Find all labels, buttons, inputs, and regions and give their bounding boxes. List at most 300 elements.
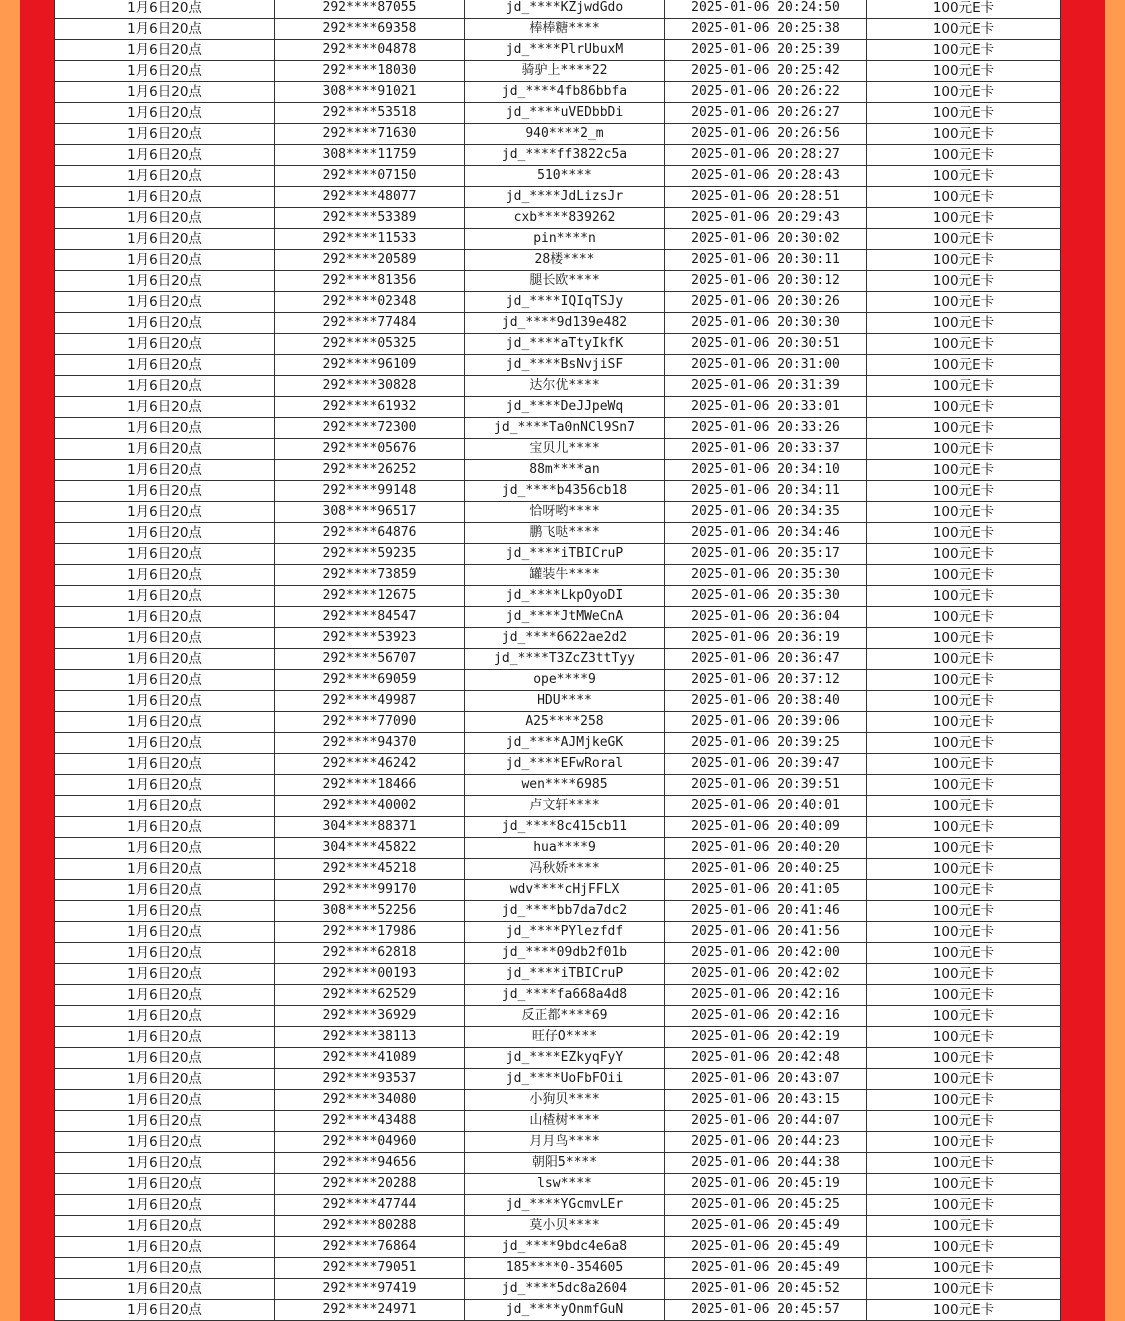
- username-cell: 940****2_m: [465, 124, 665, 145]
- table-row: [55, 271, 1061, 292]
- prize-cell: 100元E卡: [867, 502, 1061, 523]
- session-cell: 1月6日20点: [55, 292, 275, 313]
- account-cell: 292****77484: [275, 313, 465, 334]
- username-cell: jd_****6622ae2d2: [465, 628, 665, 649]
- session-cell: 1月6日20点: [55, 1006, 275, 1027]
- prize-cell: 100元E卡: [867, 1069, 1061, 1090]
- username-cell: 宝贝儿****: [465, 439, 665, 460]
- table-row: [55, 586, 1061, 607]
- session-cell: 1月6日20点: [55, 376, 275, 397]
- account-cell: 292****05676: [275, 439, 465, 460]
- username-cell: 达尔优****: [465, 376, 665, 397]
- prize-cell: 100元E卡: [867, 292, 1061, 313]
- username-cell: jd_****KZjwdGdo: [465, 0, 665, 19]
- timestamp-cell: 2025-01-06 20:41:46: [665, 901, 867, 922]
- session-cell: 1月6日20点: [55, 796, 275, 817]
- prize-cell: 100元E卡: [867, 796, 1061, 817]
- timestamp-cell: 2025-01-06 20:39:47: [665, 754, 867, 775]
- session-cell: 1月6日20点: [55, 1111, 275, 1132]
- table-row: [55, 1174, 1061, 1195]
- prize-cell: 100元E卡: [867, 1111, 1061, 1132]
- account-cell: 292****71630: [275, 124, 465, 145]
- prize-cell: 100元E卡: [867, 124, 1061, 145]
- session-cell: 1月6日20点: [55, 544, 275, 565]
- account-cell: 292****84547: [275, 607, 465, 628]
- username-cell: jd_****ff3822c5a: [465, 145, 665, 166]
- account-cell: 292****96109: [275, 355, 465, 376]
- prize-cell: 100元E卡: [867, 880, 1061, 901]
- timestamp-cell: 2025-01-06 20:30:26: [665, 292, 867, 313]
- username-cell: A25****258: [465, 712, 665, 733]
- session-cell: 1月6日20点: [55, 943, 275, 964]
- username-cell: jd_****Ta0nNCl9Sn7: [465, 418, 665, 439]
- timestamp-cell: 2025-01-06 20:33:37: [665, 439, 867, 460]
- table-row: [55, 292, 1061, 313]
- session-cell: 1月6日20点: [55, 397, 275, 418]
- timestamp-cell: 2025-01-06 20:24:50: [665, 0, 867, 19]
- account-cell: 292****18030: [275, 61, 465, 82]
- account-cell: 304****45822: [275, 838, 465, 859]
- table-row: [55, 544, 1061, 565]
- session-cell: 1月6日20点: [55, 838, 275, 859]
- session-cell: 1月6日20点: [55, 481, 275, 502]
- timestamp-cell: 2025-01-06 20:44:23: [665, 1132, 867, 1153]
- prize-cell: 100元E卡: [867, 565, 1061, 586]
- username-cell: jd_****9bdc4e6a8: [465, 1237, 665, 1258]
- session-cell: 1月6日20点: [55, 880, 275, 901]
- account-cell: 292****04878: [275, 40, 465, 61]
- username-cell: jd_****YGcmvLEr: [465, 1195, 665, 1216]
- username-cell: 反正都****69: [465, 1006, 665, 1027]
- session-cell: 1月6日20点: [55, 964, 275, 985]
- prize-cell: 100元E卡: [867, 250, 1061, 271]
- account-cell: 292****97419: [275, 1279, 465, 1300]
- timestamp-cell: 2025-01-06 20:36:47: [665, 649, 867, 670]
- prize-cell: 100元E卡: [867, 733, 1061, 754]
- session-cell: 1月6日20点: [55, 1027, 275, 1048]
- timestamp-cell: 2025-01-06 20:29:43: [665, 208, 867, 229]
- username-cell: jd_****fa668a4d8: [465, 985, 665, 1006]
- winner-list-sheet: [54, 0, 1060, 1321]
- session-cell: 1月6日20点: [55, 775, 275, 796]
- prize-cell: 100元E卡: [867, 1090, 1061, 1111]
- timestamp-cell: 2025-01-06 20:31:00: [665, 355, 867, 376]
- timestamp-cell: 2025-01-06 20:37:12: [665, 670, 867, 691]
- session-cell: 1月6日20点: [55, 124, 275, 145]
- account-cell: 292****73859: [275, 565, 465, 586]
- timestamp-cell: 2025-01-06 20:44:07: [665, 1111, 867, 1132]
- table-row: [55, 460, 1061, 481]
- session-cell: 1月6日20点: [55, 1300, 275, 1321]
- username-cell: jd_****aTtyIkfK: [465, 334, 665, 355]
- table-row: [55, 1258, 1061, 1279]
- username-cell: 28楼****: [465, 250, 665, 271]
- prize-cell: 100元E卡: [867, 544, 1061, 565]
- prize-cell: 100元E卡: [867, 1195, 1061, 1216]
- prize-cell: 100元E卡: [867, 586, 1061, 607]
- table-row: [55, 1090, 1061, 1111]
- table-row: [55, 607, 1061, 628]
- session-cell: 1月6日20点: [55, 40, 275, 61]
- table-row: [55, 1153, 1061, 1174]
- account-cell: 292****99170: [275, 880, 465, 901]
- session-cell: 1月6日20点: [55, 1258, 275, 1279]
- table-row: [55, 1111, 1061, 1132]
- prize-cell: 100元E卡: [867, 985, 1061, 1006]
- prize-cell: 100元E卡: [867, 1132, 1061, 1153]
- prize-cell: 100元E卡: [867, 61, 1061, 82]
- account-cell: 292****69358: [275, 19, 465, 40]
- table-row: [55, 1237, 1061, 1258]
- timestamp-cell: 2025-01-06 20:38:40: [665, 691, 867, 712]
- session-cell: 1月6日20点: [55, 649, 275, 670]
- left-orange-border: [0, 0, 20, 1321]
- table-row: [55, 250, 1061, 271]
- username-cell: pin****n: [465, 229, 665, 250]
- prize-cell: 100元E卡: [867, 1174, 1061, 1195]
- table-row: [55, 985, 1061, 1006]
- table-row: [55, 733, 1061, 754]
- table-row: [55, 376, 1061, 397]
- table-row: [55, 187, 1061, 208]
- timestamp-cell: 2025-01-06 20:25:39: [665, 40, 867, 61]
- prize-cell: 100元E卡: [867, 103, 1061, 124]
- table-row: [55, 229, 1061, 250]
- username-cell: jd_****DeJJpeWq: [465, 397, 665, 418]
- prize-cell: 100元E卡: [867, 1216, 1061, 1237]
- username-cell: 卢文轩****: [465, 796, 665, 817]
- username-cell: jd_****UoFbFOii: [465, 1069, 665, 1090]
- session-cell: 1月6日20点: [55, 1090, 275, 1111]
- table-row: [55, 1006, 1061, 1027]
- account-cell: 292****81356: [275, 271, 465, 292]
- table-row: [55, 817, 1061, 838]
- table-row: [55, 754, 1061, 775]
- account-cell: 308****91021: [275, 82, 465, 103]
- timestamp-cell: 2025-01-06 20:40:20: [665, 838, 867, 859]
- prize-cell: 100元E卡: [867, 313, 1061, 334]
- account-cell: 292****07150: [275, 166, 465, 187]
- username-cell: 冯秋娇****: [465, 859, 665, 880]
- timestamp-cell: 2025-01-06 20:40:09: [665, 817, 867, 838]
- username-cell: 510****: [465, 166, 665, 187]
- timestamp-cell: 2025-01-06 20:42:48: [665, 1048, 867, 1069]
- table-row: [55, 943, 1061, 964]
- prize-cell: 100元E卡: [867, 0, 1061, 19]
- username-cell: jd_****BsNvjiSF: [465, 355, 665, 376]
- table-row: [55, 712, 1061, 733]
- username-cell: jd_****5dc8a2604: [465, 1279, 665, 1300]
- account-cell: 292****40002: [275, 796, 465, 817]
- table-row: [55, 796, 1061, 817]
- username-cell: 月月鸟****: [465, 1132, 665, 1153]
- username-cell: 88m****an: [465, 460, 665, 481]
- prize-cell: 100元E卡: [867, 418, 1061, 439]
- table-row: [55, 355, 1061, 376]
- username-cell: 185****0-354605: [465, 1258, 665, 1279]
- prize-cell: 100元E卡: [867, 691, 1061, 712]
- session-cell: 1月6日20点: [55, 250, 275, 271]
- username-cell: wdv****cHjFFLX: [465, 880, 665, 901]
- account-cell: 292****56707: [275, 649, 465, 670]
- session-cell: 1月6日20点: [55, 439, 275, 460]
- table-row: [55, 61, 1061, 82]
- prize-cell: 100元E卡: [867, 523, 1061, 544]
- timestamp-cell: 2025-01-06 20:42:16: [665, 1006, 867, 1027]
- prize-cell: 100元E卡: [867, 481, 1061, 502]
- timestamp-cell: 2025-01-06 20:30:11: [665, 250, 867, 271]
- timestamp-cell: 2025-01-06 20:40:01: [665, 796, 867, 817]
- username-cell: HDU****: [465, 691, 665, 712]
- timestamp-cell: 2025-01-06 20:39:06: [665, 712, 867, 733]
- prize-cell: 100元E卡: [867, 649, 1061, 670]
- prize-cell: 100元E卡: [867, 754, 1061, 775]
- session-cell: 1月6日20点: [55, 502, 275, 523]
- winner-table-body: [55, 0, 1061, 1321]
- timestamp-cell: 2025-01-06 20:42:00: [665, 943, 867, 964]
- account-cell: 292****02348: [275, 292, 465, 313]
- prize-cell: 100元E卡: [867, 943, 1061, 964]
- prize-cell: 100元E卡: [867, 817, 1061, 838]
- table-row: [55, 502, 1061, 523]
- username-cell: jd_****b4356cb18: [465, 481, 665, 502]
- timestamp-cell: 2025-01-06 20:28:27: [665, 145, 867, 166]
- prize-cell: 100元E卡: [867, 628, 1061, 649]
- table-row: [55, 838, 1061, 859]
- session-cell: 1月6日20点: [55, 271, 275, 292]
- table-row: [55, 880, 1061, 901]
- account-cell: 292****20288: [275, 1174, 465, 1195]
- username-cell: jd_****LkpOyoDI: [465, 586, 665, 607]
- session-cell: 1月6日20点: [55, 565, 275, 586]
- account-cell: 292****94370: [275, 733, 465, 754]
- prize-cell: 100元E卡: [867, 1300, 1061, 1321]
- table-row: [55, 397, 1061, 418]
- table-row: [55, 124, 1061, 145]
- table-row: [55, 439, 1061, 460]
- account-cell: 292****62818: [275, 943, 465, 964]
- prize-cell: 100元E卡: [867, 670, 1061, 691]
- session-cell: 1月6日20点: [55, 418, 275, 439]
- table-row: [55, 691, 1061, 712]
- prize-cell: 100元E卡: [867, 397, 1061, 418]
- prize-cell: 100元E卡: [867, 271, 1061, 292]
- prize-cell: 100元E卡: [867, 40, 1061, 61]
- table-row: [55, 523, 1061, 544]
- account-cell: 292****69059: [275, 670, 465, 691]
- account-cell: 292****18466: [275, 775, 465, 796]
- table-row: [55, 1279, 1061, 1300]
- account-cell: 292****72300: [275, 418, 465, 439]
- table-row: [55, 1300, 1061, 1321]
- session-cell: 1月6日20点: [55, 1153, 275, 1174]
- username-cell: jd_****uVEDbbDi: [465, 103, 665, 124]
- timestamp-cell: 2025-01-06 20:45:57: [665, 1300, 867, 1321]
- timestamp-cell: 2025-01-06 20:39:51: [665, 775, 867, 796]
- timestamp-cell: 2025-01-06 20:26:22: [665, 82, 867, 103]
- username-cell: cxb****839262: [465, 208, 665, 229]
- account-cell: 292****61932: [275, 397, 465, 418]
- prize-cell: 100元E卡: [867, 922, 1061, 943]
- account-cell: 292****47744: [275, 1195, 465, 1216]
- winner-table: [54, 0, 1061, 1321]
- prize-cell: 100元E卡: [867, 1279, 1061, 1300]
- timestamp-cell: 2025-01-06 20:28:51: [665, 187, 867, 208]
- session-cell: 1月6日20点: [55, 1069, 275, 1090]
- session-cell: 1月6日20点: [55, 460, 275, 481]
- account-cell: 292****99148: [275, 481, 465, 502]
- prize-cell: 100元E卡: [867, 145, 1061, 166]
- session-cell: 1月6日20点: [55, 145, 275, 166]
- session-cell: 1月6日20点: [55, 922, 275, 943]
- username-cell: 莫小贝****: [465, 1216, 665, 1237]
- prize-cell: 100元E卡: [867, 838, 1061, 859]
- session-cell: 1月6日20点: [55, 586, 275, 607]
- timestamp-cell: 2025-01-06 20:35:30: [665, 565, 867, 586]
- account-cell: 292****93537: [275, 1069, 465, 1090]
- timestamp-cell: 2025-01-06 20:26:27: [665, 103, 867, 124]
- prize-cell: 100元E卡: [867, 82, 1061, 103]
- timestamp-cell: 2025-01-06 20:45:52: [665, 1279, 867, 1300]
- username-cell: jd_****EZkyqFyY: [465, 1048, 665, 1069]
- timestamp-cell: 2025-01-06 20:43:15: [665, 1090, 867, 1111]
- account-cell: 292****76864: [275, 1237, 465, 1258]
- account-cell: 292****36929: [275, 1006, 465, 1027]
- session-cell: 1月6日20点: [55, 1174, 275, 1195]
- account-cell: 292****11533: [275, 229, 465, 250]
- session-cell: 1月6日20点: [55, 1216, 275, 1237]
- timestamp-cell: 2025-01-06 20:42:16: [665, 985, 867, 1006]
- username-cell: jd_****iTBICruP: [465, 544, 665, 565]
- username-cell: 旺仔O****: [465, 1027, 665, 1048]
- account-cell: 292****80288: [275, 1216, 465, 1237]
- timestamp-cell: 2025-01-06 20:42:19: [665, 1027, 867, 1048]
- username-cell: jd_****9d139e482: [465, 313, 665, 334]
- account-cell: 292****04960: [275, 1132, 465, 1153]
- prize-cell: 100元E卡: [867, 1237, 1061, 1258]
- account-cell: 292****49987: [275, 691, 465, 712]
- timestamp-cell: 2025-01-06 20:34:10: [665, 460, 867, 481]
- username-cell: wen****6985: [465, 775, 665, 796]
- table-row: [55, 145, 1061, 166]
- timestamp-cell: 2025-01-06 20:42:02: [665, 964, 867, 985]
- table-row: [55, 313, 1061, 334]
- session-cell: 1月6日20点: [55, 733, 275, 754]
- username-cell: jd_****iTBICruP: [465, 964, 665, 985]
- account-cell: 292****12675: [275, 586, 465, 607]
- prize-cell: 100元E卡: [867, 19, 1061, 40]
- account-cell: 292****17986: [275, 922, 465, 943]
- username-cell: jd_****AJMjkeGK: [465, 733, 665, 754]
- username-cell: jd_****EFwRoral: [465, 754, 665, 775]
- timestamp-cell: 2025-01-06 20:30:02: [665, 229, 867, 250]
- timestamp-cell: 2025-01-06 20:35:30: [665, 586, 867, 607]
- prize-cell: 100元E卡: [867, 166, 1061, 187]
- table-row: [55, 1132, 1061, 1153]
- table-row: [55, 628, 1061, 649]
- session-cell: 1月6日20点: [55, 19, 275, 40]
- account-cell: 292****59235: [275, 544, 465, 565]
- table-row: [55, 649, 1061, 670]
- timestamp-cell: 2025-01-06 20:41:05: [665, 880, 867, 901]
- prize-cell: 100元E卡: [867, 1048, 1061, 1069]
- username-cell: 恰呀哟****: [465, 502, 665, 523]
- prize-cell: 100元E卡: [867, 355, 1061, 376]
- account-cell: 292****62529: [275, 985, 465, 1006]
- session-cell: 1月6日20点: [55, 313, 275, 334]
- table-row: [55, 1048, 1061, 1069]
- prize-cell: 100元E卡: [867, 859, 1061, 880]
- timestamp-cell: 2025-01-06 20:34:35: [665, 502, 867, 523]
- username-cell: 山楂树****: [465, 1111, 665, 1132]
- username-cell: jd_****IQIqTSJy: [465, 292, 665, 313]
- table-row: [55, 565, 1061, 586]
- session-cell: 1月6日20点: [55, 817, 275, 838]
- username-cell: jd_****PlrUbuxM: [465, 40, 665, 61]
- account-cell: 308****11759: [275, 145, 465, 166]
- session-cell: 1月6日20点: [55, 1279, 275, 1300]
- timestamp-cell: 2025-01-06 20:33:26: [665, 418, 867, 439]
- account-cell: 292****26252: [275, 460, 465, 481]
- timestamp-cell: 2025-01-06 20:41:56: [665, 922, 867, 943]
- timestamp-cell: 2025-01-06 20:26:56: [665, 124, 867, 145]
- username-cell: 鹏飞哒****: [465, 523, 665, 544]
- session-cell: 1月6日20点: [55, 985, 275, 1006]
- table-row: [55, 481, 1061, 502]
- username-cell: jd_****JdLizsJr: [465, 187, 665, 208]
- table-row: [55, 775, 1061, 796]
- username-cell: lsw****: [465, 1174, 665, 1195]
- account-cell: 292****53518: [275, 103, 465, 124]
- username-cell: 罐装牛****: [465, 565, 665, 586]
- prize-cell: 100元E卡: [867, 439, 1061, 460]
- account-cell: 292****05325: [275, 334, 465, 355]
- table-row: [55, 334, 1061, 355]
- session-cell: 1月6日20点: [55, 1195, 275, 1216]
- prize-cell: 100元E卡: [867, 1153, 1061, 1174]
- prize-cell: 100元E卡: [867, 901, 1061, 922]
- session-cell: 1月6日20点: [55, 166, 275, 187]
- session-cell: 1月6日20点: [55, 0, 275, 19]
- username-cell: 小狗贝****: [465, 1090, 665, 1111]
- right-orange-border: [1105, 0, 1125, 1321]
- session-cell: 1月6日20点: [55, 1048, 275, 1069]
- prize-cell: 100元E卡: [867, 208, 1061, 229]
- account-cell: 292****00193: [275, 964, 465, 985]
- table-row: [55, 418, 1061, 439]
- timestamp-cell: 2025-01-06 20:34:11: [665, 481, 867, 502]
- table-row: [55, 901, 1061, 922]
- session-cell: 1月6日20点: [55, 61, 275, 82]
- username-cell: ope****9: [465, 670, 665, 691]
- session-cell: 1月6日20点: [55, 901, 275, 922]
- table-row: [55, 103, 1061, 124]
- account-cell: 292****46242: [275, 754, 465, 775]
- timestamp-cell: 2025-01-06 20:30:12: [665, 271, 867, 292]
- prize-cell: 100元E卡: [867, 187, 1061, 208]
- table-row: [55, 1069, 1061, 1090]
- username-cell: jd_****4fb86bbfa: [465, 82, 665, 103]
- session-cell: 1月6日20点: [55, 712, 275, 733]
- session-cell: 1月6日20点: [55, 103, 275, 124]
- prize-cell: 100元E卡: [867, 1006, 1061, 1027]
- prize-cell: 100元E卡: [867, 334, 1061, 355]
- username-cell: jd_****PYlezfdf: [465, 922, 665, 943]
- timestamp-cell: 2025-01-06 20:36:04: [665, 607, 867, 628]
- username-cell: 朝阳5****: [465, 1153, 665, 1174]
- account-cell: 292****45218: [275, 859, 465, 880]
- session-cell: 1月6日20点: [55, 523, 275, 544]
